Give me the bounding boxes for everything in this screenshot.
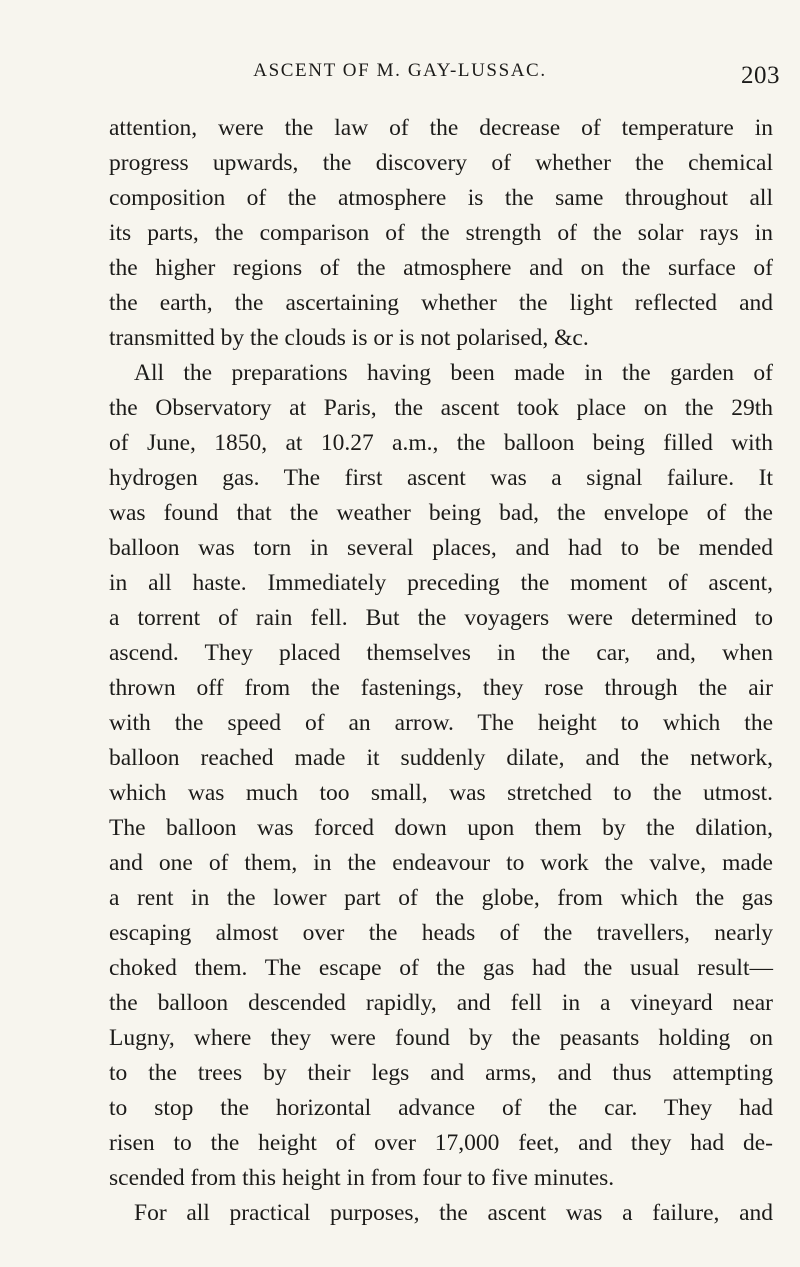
text-line: was found that the weather being bad, the envelope of the — [109, 500, 773, 526]
text-line: of June, 1850, at 10.27 a.m., the balloon being filled with — [109, 430, 773, 456]
text-line: balloon was torn in several places, and had to be mended — [109, 535, 773, 561]
text-line: composition of the atmosphere is the same throughout all — [109, 185, 773, 211]
text-line: its parts, the comparison of the strength of the solar rays in — [109, 220, 773, 246]
text-line: and one of them, in the endeavour to work the valve, made — [109, 850, 773, 876]
text-line: to stop the horizontal advance of the car. They had — [109, 1095, 773, 1121]
text-line: ascend. They placed themselves in the car, and, when — [109, 640, 773, 666]
text-line: The balloon was forced down upon them by the dilation, — [109, 815, 773, 841]
text-line: the higher regions of the atmosphere and on the surface of — [109, 255, 773, 281]
text-line: risen to the height of over 17,000 feet, and they had de- — [109, 1130, 773, 1156]
text-line: to the trees by their legs and arms, and thus attempting — [109, 1060, 773, 1086]
text-line: transmitted by the clouds is or is not polarised, &c. — [109, 325, 589, 351]
text-line: in all haste. Immediately preceding the moment of ascent, — [109, 570, 773, 596]
text-line: balloon reached made it suddenly dilate, and the network, — [109, 745, 773, 771]
text-line: the earth, the ascertaining whether the light reflected and — [109, 290, 773, 316]
text-line: Lugny, where they were found by the peasants holding on — [109, 1025, 773, 1051]
text-line: escaping almost over the heads of the travellers, nearly — [109, 920, 773, 946]
text-line: For all practical purposes, the ascent was a failure, and — [134, 1200, 773, 1226]
text-line: a rent in the lower part of the globe, from which the gas — [109, 885, 773, 911]
text-line: which was much too small, was stretched to the utmost. — [109, 780, 773, 806]
text-line: attention, were the law of the decrease of temperature in — [109, 115, 773, 141]
text-line: with the speed of an arrow. The height to which the — [109, 710, 773, 736]
text-line: progress upwards, the discovery of whether the chemical — [109, 150, 773, 176]
text-line: choked them. The escape of the gas had the usual result— — [109, 955, 773, 981]
text-line: All the preparations having been made in the garden of — [134, 360, 773, 386]
text-line: the Observatory at Paris, the ascent took place on the 29th — [109, 395, 773, 421]
text-line: hydrogen gas. The first ascent was a signal failure. It — [109, 465, 773, 491]
page-number: 203 — [741, 62, 780, 89]
text-line: a torrent of rain fell. But the voyagers were determined to — [109, 605, 773, 631]
body-text — [109, 111, 773, 1231]
text-line: the balloon descended rapidly, and fell in a vineyard near — [109, 990, 773, 1016]
running-title: ASCENT OF M. GAY-LUSSAC. — [253, 60, 547, 81]
running-head — [0, 60, 800, 96]
text-line: thrown off from the fastenings, they rose through the air — [109, 675, 773, 701]
text-line: scended from this height in from four to five minutes. — [109, 1165, 615, 1191]
